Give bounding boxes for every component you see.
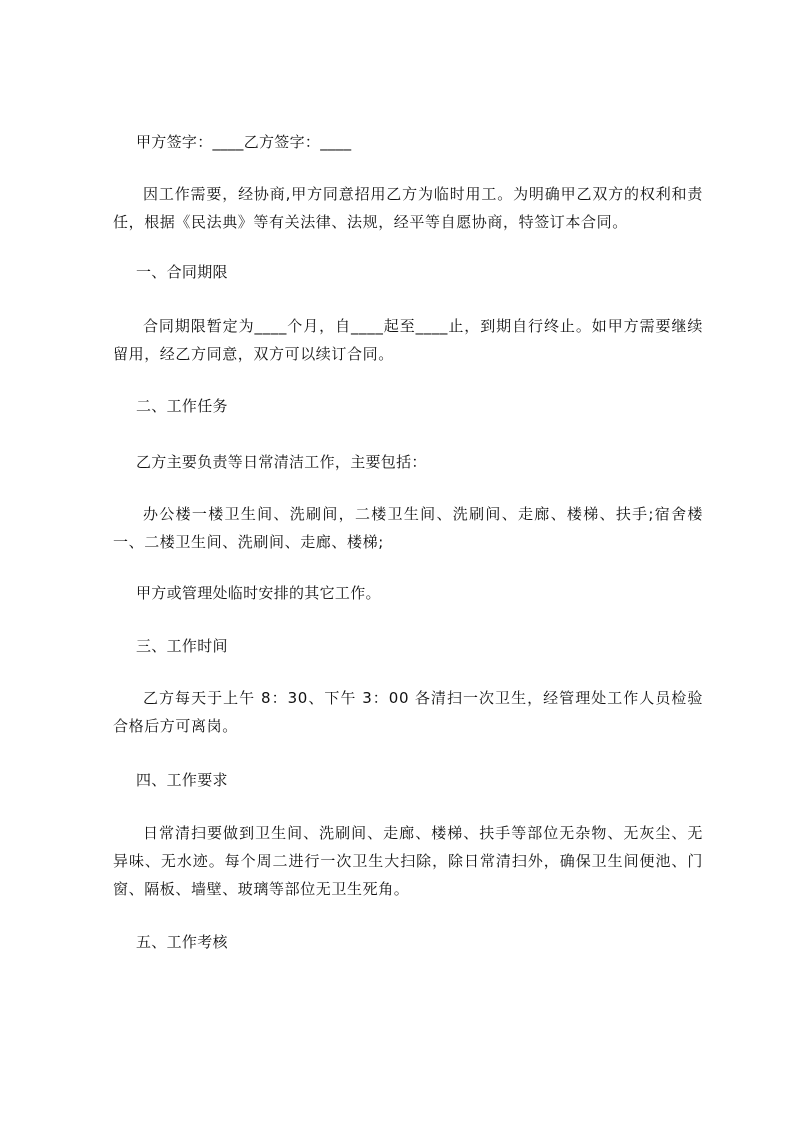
- intro-paragraph: 因工作需要，经协商,甲方同意招用乙方为临时用工。为明确甲乙双方的权利和责任，根据《民法典》等有关法律、法规，经平等自愿协商，特签订本合同。: [113, 185, 703, 231]
- work-tasks-item-2: 甲方或管理处临时安排的其它工作。: [136, 584, 381, 602]
- signature-line: 甲方签字：____乙方签字：____: [136, 133, 352, 151]
- work-tasks-intro: 乙方主要负责等日常清洁工作，主要包括：: [136, 453, 427, 471]
- section-heading-work-time: 三、工作时间: [136, 637, 228, 655]
- work-requirements-paragraph: 日常清扫要做到卫生间、洗刷间、走廊、楼梯、扶手等部位无杂物、无灰尘、无异味、无水迹。每个周二进行一次卫生大扫除，除日常清扫外，确保卫生间便池、门窗、隔板、墙壁、玻璃等部位无卫生死角。: [113, 824, 703, 898]
- section-heading-work-requirements: 四、工作要求: [136, 771, 228, 789]
- section-heading-contract-term: 一、合同期限: [136, 263, 228, 281]
- section-heading-work-tasks: 二、工作任务: [136, 397, 228, 415]
- work-tasks-item-1: 办公楼一楼卫生间、洗刷间，二楼卫生间、洗刷间、走廊、楼梯、扶手;宿舍楼一、二楼卫生间、洗刷间、走廊、楼梯;: [113, 505, 703, 551]
- work-time-paragraph: 乙方每天于上午 8：30、下午 3：00 各清扫一次卫生，经管理处工作人员检验合格后方可离岗。: [113, 689, 703, 735]
- contract-term-paragraph: 合同期限暂定为____个月，自____起至____止，到期自行终止。如甲方需要继续留用，经乙方同意，双方可以续订合同。: [113, 317, 703, 363]
- section-heading-work-assessment: 五、工作考核: [136, 933, 228, 951]
